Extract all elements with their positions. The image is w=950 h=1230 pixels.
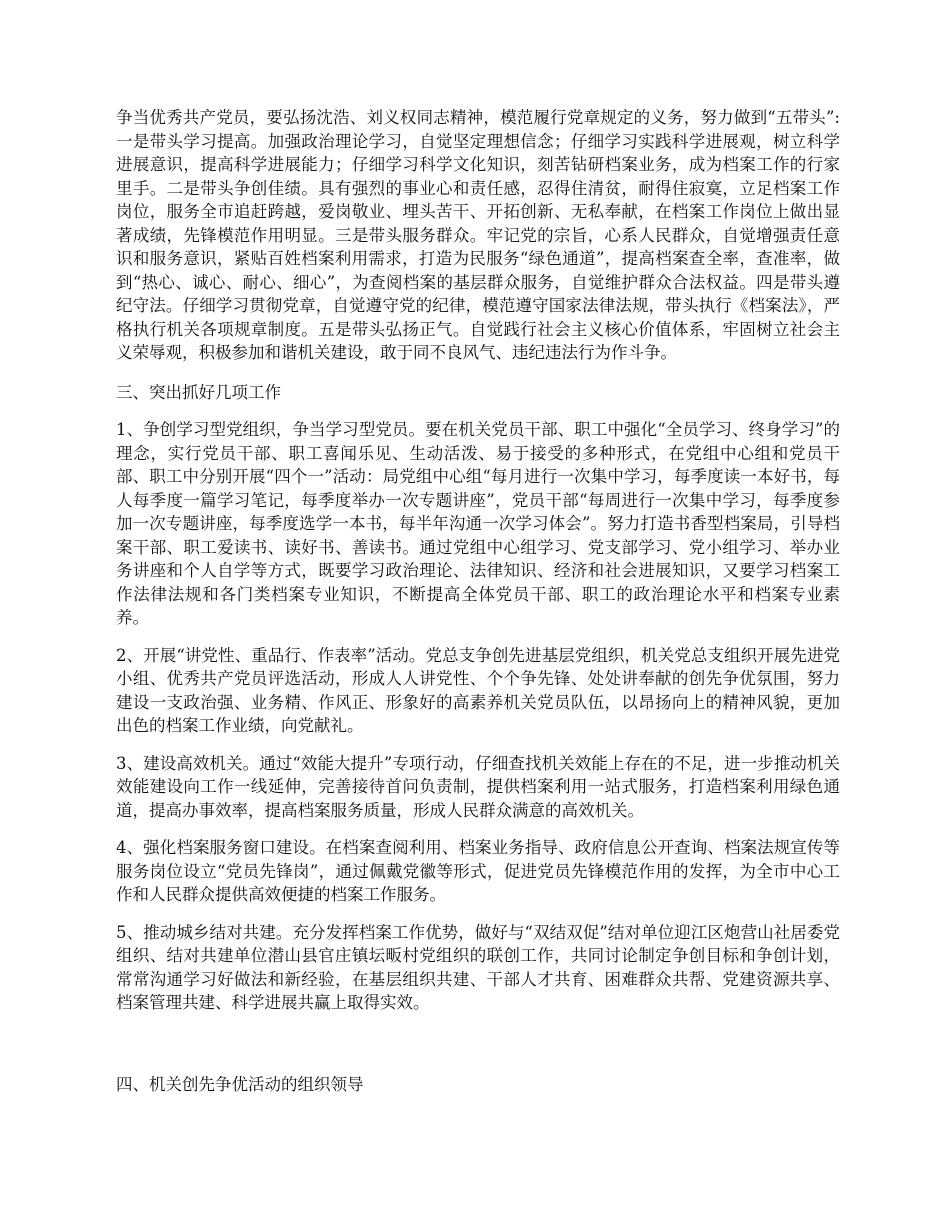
section-heading-4: 四、机关创先争优活动的组织领导 [116, 1074, 364, 1094]
intro-paragraph: 争当优秀共产党员，要弘扬沈浩、刘义权同志精神，模范履行党章规定的义务，努力做到“五带头”:一是带头学习提高。加强政治理论学习，自觉坚定理想信念；仔细学习实践科学进展观，树立科学进展意识，提高科学进展能力；仔细学习科学文化知识，刻苦钻研档案业务，成为档案工作的行家里手。二是带头争创佳绩。具有强烈的事业心和责任感，忍得住清贫，耐得住寂寞，立足档案工作岗位，服务全市追赶跨越，爱岗敬业、埋头苦干、开拓创新、无私奉献，在档案工作岗位上做出显著成绩，先锋模范作用明显。三是带头服务群众。牢记党的宗旨，心系人民群众，自觉增强责任意识和服务意识，紧贴百姓档案利用需求，打造为民服务“绿色通道”，提高档案查全率，查准率，做到“热心、诚心、耐心、细心”，为查阅档案的基层群众服务，自觉维护群众合法权益。四是带头遵纪守法。仔细学习贯彻党章，自觉遵守党的纪律，模范遵守国家法律法规，带头执行《档案法》，严格执行机关各项规章制度。五是带头弘扬正气。自觉践行社会主义核心价值体系，牢固树立社会主义荣辱观，积极参加和谐机关建设，敢于同不良风气、违纪违法行为作斗争。 [116, 108, 840, 362]
work-item-2: 2、开展“讲党性、重品行、作表率”活动。党总支争创先进基层党组织，机关党总支组织开展先进党小组、优秀共产党员评选活动，形成人人讲党性、个个争先锋、处处讲奉献的创先争优氛围，努力建设一支政治强、业务精、作风正、形象好的高素养机关党员队伍，以昂扬向上的精神风貌，更加出色的档案工作业绩，向党献礼。 [116, 645, 840, 735]
work-item-3: 3、建设高效机关。通过“效能大提升”专项行动，仔细查找机关效能上存在的不足，进一步推动机关效能建设向工作一线延伸，完善接待首问负责制，提供档案利用一站式服务，打造档案利用绿色通道，提高办事效率，提高档案服务质量，形成人民群众满意的高效机关。 [116, 753, 840, 820]
work-item-4: 4、强化档案服务窗口建设。在档案查阅利用、档案业务指导、政府信息公开查询、档案法规宣传等服务岗位设立“党员先锋岗”，通过佩戴党徽等形式，促进党员先锋模范作用的发挥，为全市中心工作和人民群众提供高效便捷的档案工作服务。 [116, 838, 840, 904]
work-item-5: 5、推动城乡结对共建。充分发挥档案工作优势，做好与“双结双促”结对单位迎江区炮营山社居委党组织、结对共建单位潜山县官庄镇坛畈村党组织的联创工作，共同讨论制定争创目标和争创计划，常常沟通学习好做法和新经验，在基层组织共建、干部人才共育、困难群众共帮、党建资源共享、档案管理共建、科学进展共赢上取得实效。 [116, 922, 840, 1012]
section-heading-3: 三、突出抓好几项工作 [116, 382, 281, 402]
work-item-1: 1、争创学习型党组织，争当学习型党员。要在机关党员干部、职工中强化“全员学习、终身学习”的理念，实行党员干部、职工喜闻乐见、生动活泼、易于接受的多种形式，在党组中心组和党员干部、职工中分别开展“四个一”活动：局党组中心组“每月进行一次集中学习，每季度读一本好书，每人每季度一篇学习笔记，每季度举办一次专题讲座”，党员干部“每周进行一次集中学习，每季度参加一次专题讲座，每季度选学一本书，每半年沟通一次学习体会”。努力打造书香型档案局，引导档案干部、职工爱读书、读好书、善读书。通过党组中心组学习、党支部学习、党小组学习、举办业务讲座和个人自学等方式，既要学习政治理论、法律知识、经济和社会进展知识，又要学习档案工作法律法规和各门类档案专业知识，不断提高全体党员干部、职工的政治理论水平和档案专业素养。 [116, 420, 840, 627]
